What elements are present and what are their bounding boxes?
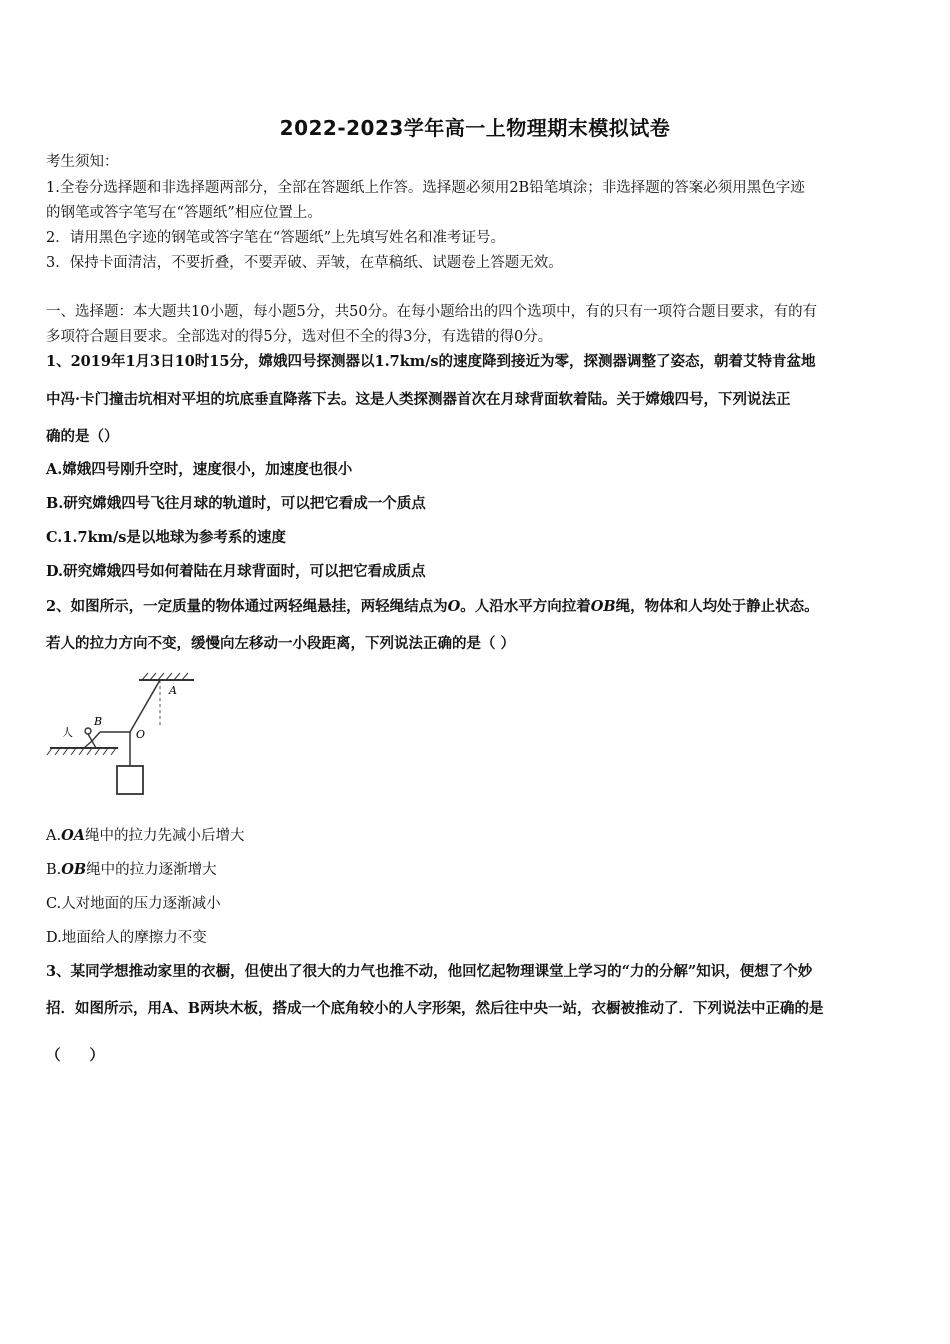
label-b: B (94, 715, 103, 728)
q1-stem-line2: 中冯·卡门撞击坑相对平坦的坑底垂直降落下去。这是人类探测器首次在月球背面软着陆。关于嫦娥四号，下列说法正 (46, 391, 791, 408)
notice-heading: 考生须知： (46, 154, 119, 170)
option-letter: C. (46, 896, 62, 912)
section-instructions-2: 多项符合题目要求。全部选对的得5分，选对但不全的得3分，有选错的得0分。 (46, 329, 553, 345)
q3-stem-line2: 招．如图所示，用A、B两块木板，搭成一个底角较小的人字形架，然后往中央一站，衣橱被推动了．下列说法中正确的是 (46, 1000, 824, 1017)
notice-item-1-cont: 的钢笔或答字笔写在“答题纸”相应位置上。 (46, 205, 322, 221)
rope-oa (130, 680, 160, 732)
option-text: 地面给人的摩擦力不变 (61, 930, 207, 946)
q1-stem-line1: 1、2019年1月3日10时15分，嫦娥四号探测器以1.7km/s的速度降到接近为零，探测器调整了姿态，朝着艾特肯盆地 (46, 353, 816, 370)
notice-item-3: 3．保持卡面清洁，不要折叠，不要弄破、弄皱，在草稿纸、试题卷上答题无效。 (46, 255, 563, 271)
person-figure (84, 728, 100, 748)
q1-option-d[interactable] (46, 562, 908, 582)
option-text: 研究嫦娥四号如何着陆在月球背面时，可以把它看成质点 (63, 563, 426, 580)
label-a: A (169, 684, 177, 697)
option-text: 研究嫦娥四号飞往月球的轨道时，可以把它看成一个质点 (63, 495, 426, 512)
option-text: 绳中的拉力先减小后增大 (84, 828, 245, 844)
option-letter: C. (46, 529, 63, 546)
section-instructions-1: 一、选择题：本大题共10小题，每小题5分，共50分。在每小题给出的四个选项中，有的只有一项符合题目要求，有的有 (46, 304, 818, 320)
option-letter: A. (46, 461, 63, 478)
q1-stem-line3: 确的是（） (46, 428, 119, 445)
q2-option-b[interactable] (46, 860, 908, 880)
q1-option-a[interactable] (46, 460, 908, 480)
page-title: 2022-2023学年高一上物理期末模拟试卷 (279, 116, 671, 140)
q2-option-a[interactable] (46, 826, 908, 846)
option-var: OB (61, 861, 87, 878)
q2-option-d[interactable] (46, 928, 908, 948)
notice-item-1: 1.全卷分选择题和非选择题两部分，全部在答题纸上作答。选择题必须用2B铅笔填涂；非选择题的答案必须用黑色字迹 (46, 180, 805, 196)
q3-stem-line1: 3、某同学想推动家里的衣橱，但使出了很大的力气也推不动，他回忆起物理课堂上学习的“力的分解”知识，便想了个妙 (46, 963, 813, 980)
label-person: 人 (62, 726, 73, 739)
option-letter: A. (46, 828, 62, 844)
q2-stem-line1 (46, 597, 908, 617)
option-text: 嫦娥四号刚升空时，速度很小，加速度也很小 (62, 461, 353, 478)
q1-option-c[interactable] (46, 528, 908, 548)
option-letter: B. (46, 495, 64, 512)
q2-text: 2、如图所示，一定质量的物体通过两轻绳悬挂，两轻绳结点为 (46, 598, 448, 615)
q1-option-b[interactable] (46, 494, 908, 514)
q2-option-c[interactable] (46, 894, 908, 914)
option-text: 人对地面的压力逐渐减小 (61, 896, 221, 912)
point-o-label: O (447, 598, 461, 615)
label-o: O (136, 728, 146, 741)
option-text: 绳中的拉力逐渐增大 (86, 862, 217, 878)
q2-stem-line2: 若人的拉力方向不变，缓慢向左移动一小段距离，下列说法正确的是（ ） (46, 635, 516, 652)
hanging-block (117, 766, 143, 794)
option-text: 1.7km/s是以地球为参考系的速度 (62, 529, 286, 546)
q2-text: 绳，物体和人均处于静止状态。 (615, 598, 819, 615)
ceiling-hatch (142, 673, 188, 680)
q3-stem-line3: （ ） (46, 1047, 104, 1064)
option-letter: D. (46, 930, 62, 946)
option-letter: D. (46, 563, 64, 580)
rope-ob-label: OB (590, 598, 616, 615)
q2-figure (44, 668, 204, 803)
q2-text: 。人沿水平方向拉着 (460, 598, 591, 615)
option-letter: B. (46, 862, 62, 878)
ground-hatch (47, 748, 116, 755)
notice-item-2: 2．请用黑色字迹的钢笔或答字笔在“答题纸”上先填写姓名和准考证号。 (46, 230, 506, 246)
option-var: OA (61, 827, 85, 844)
